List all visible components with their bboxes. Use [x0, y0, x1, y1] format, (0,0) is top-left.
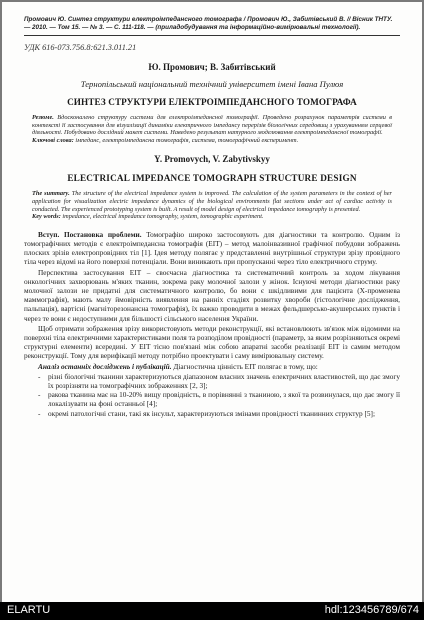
- abstract-en: [32, 190, 392, 213]
- list-item: [38, 408, 400, 418]
- list-item-text: різні біологічні тканини характеризуються діапазоном власних значень електричних властивостей, що дає змогу їх розрізняти на томографічних зображеннях [2, 3];: [48, 371, 400, 390]
- intro-text: Томографію широко застосовують для діагностики та контролю. Одним із томографічних методів є електроімпедансна томографія (ЕІТ) – метод малоінвазивної графічної побудови зображень плоских зрізів електропровідних тіл [1]. Ідея методу полягає у представленні внутрішньої структури зрізу провідного тіла через відомі на його поверхні потенціали. Вони виникають при пропусканні через тіло електричного струму.: [24, 229, 401, 267]
- abstract-en-lead: The summary.: [32, 190, 70, 198]
- udk-code: УДК 616-073.756.8:621.3.011.21: [24, 43, 137, 52]
- paragraph-analysis: [24, 362, 400, 371]
- list-item: [38, 371, 400, 390]
- abstract-ua-lead: Резюме.: [32, 114, 54, 121]
- repository-footer: [0, 602, 424, 620]
- dash-bullet: -: [38, 371, 41, 381]
- keywords-ua-lead: Ключові слова:: [32, 136, 74, 144]
- body-text: [24, 230, 400, 418]
- analysis-heading: Аналіз останніх досліджень і публікацій.: [38, 361, 172, 371]
- citation-header: Промович Ю. Синтез структури електроімпедансного томографа / Промович Ю., Забитівський В. // Вісник ТНТУ. — 2010. — Том 15. — № 3. — С. 111-118. — (приладобудування та інформаційно-вимірювальні технології).: [24, 16, 400, 36]
- document-page: [2, 2, 422, 602]
- keywords-en-text: impedance, electrical impedance tomography, system, tomographic experiment.: [60, 213, 264, 221]
- repository-name: ELARTU: [7, 604, 51, 616]
- list-item-text: ракова тканина має на 10-20% вищу провідність, в порівнянні з тканиною, з якої та розвинулася, що дає змогу її локалізувати на фоні останньої [4];: [48, 390, 400, 409]
- findings-list: [24, 372, 400, 418]
- dash-bullet: -: [38, 408, 41, 418]
- list-item: [38, 390, 400, 409]
- keywords-en: [32, 213, 392, 221]
- affiliation: Тернопільський національний технічний університет імені Івана Пулюя: [80, 79, 344, 89]
- authors-ua: Ю. Промович; В. Забитівський: [148, 62, 276, 72]
- abstract-ua: [32, 114, 392, 137]
- analysis-text: Діагностична цінність ЕІТ полягає в тому, що:: [171, 361, 318, 371]
- paragraph-reconstruction: Щоб отримати зображення зрізу використовують методи реконструкції, які встановлюють зв'язок між відомими на поверхні тіла електричними характеристиками поля та розподілом провідності (параметр, за яким розрізняються окремі структурні елементи) всередині. У ЕІТ тісно пов'язані між собою апаратні засоби реалізації ЕІТ із самим методом реконструкції. Тому для верифікації методу потрібно проектувати і саму вимірювальну систему.: [24, 323, 400, 361]
- dash-bullet: -: [38, 390, 41, 400]
- handle-link[interactable]: hdl:123456789/674: [324, 604, 419, 616]
- keywords-ua: [32, 137, 392, 145]
- keywords-en-lead: Key words:: [32, 213, 61, 221]
- keywords-ua-text: імпеданс, електроімпедансна томографія, система, томографічний експеримент.: [73, 136, 299, 144]
- intro-heading: Вступ. Постановка проблеми.: [38, 229, 142, 239]
- title-en: ELECTRICAL IMPEDANCE TOMOGRAPH STRUCTURE DESIGN: [67, 173, 357, 184]
- abstract-en-text: The structure of the electrical impedance system is improved. The calculation of the system parameters in the context of her application for visualization electric impedance dynamics of the biological environments flat sections under act of cardiac activity is conducted. The experienced prototyping system is built. A result of model design of electrical impedance tomography is presented.: [32, 190, 392, 213]
- paragraph-intro: [24, 230, 400, 267]
- abstract-ua-text: Вдосконалено структуру системи для електроімпедансної томографії. Проведено розрахунок параметрів системи в контексті її застосування для візуалізації динаміки електричного імпедансу перерізів біологічних середовищ з урахуванням серцевої діяльності. Побудовано дослідний макет системи. Наведено результат натурного моделювання електроімпедансної томографії.: [32, 114, 392, 137]
- authors-en: Y. Promovych, V. Zabytivskyy: [154, 154, 270, 165]
- title-ua: СИНТЕЗ СТРУКТУРИ ЕЛЕКТРОІМПЕДАНСНОГО ТОМОГРАФА: [67, 97, 357, 107]
- list-item-text: окремі патологічні стани, такі як інсульт, характеризуються змінами провідності тканинних структур [5];: [48, 408, 375, 418]
- paragraph-perspective: Перспектива застосування ЕІТ – своєчасна діагностика та систематичний контроль за ходом лікування онкологічних захворювань м'яких тканин, зокрема раку молочної залози у жінок. Існуючі методи діагностики раку молочної залози не придатні для систематичного контролю, бо вони є шкідливими для пацієнта (Х-променева маммографія), мають малу ймовірність виявлення на ранніх стадіях розвитку хвороби (гістологічне дослідження, пальпація), вартісні (магніторезонансна томографія), їх важко проводити в межах фельдшерсько-акушерських пунктів і через те вони є недоступними для більшості сільського населення України.: [24, 267, 400, 323]
